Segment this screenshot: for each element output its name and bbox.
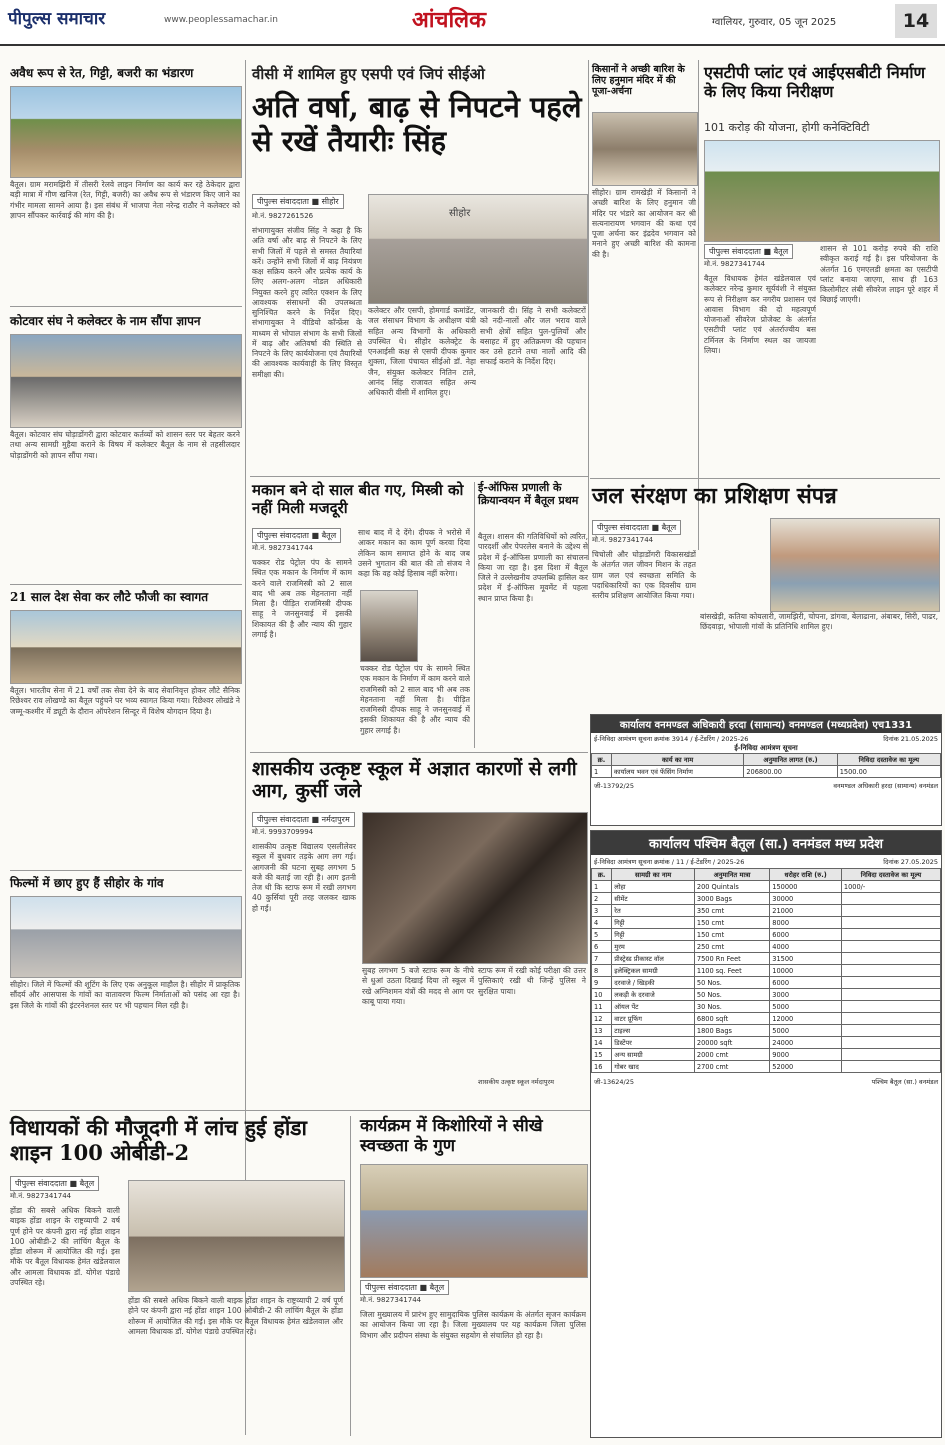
farmers-headline: किसानों ने अच्छी बारिश के लिए हनुमान मंदिर में की पूजा-अर्चना	[592, 64, 685, 98]
table-cell	[841, 1061, 940, 1073]
byline: पीपुल्स संवाददाता ■ बैतूल	[252, 528, 341, 543]
column-divider	[474, 482, 475, 748]
table-cell: 14	[592, 1037, 612, 1049]
table-cell	[841, 1049, 940, 1061]
table-cell: 1	[592, 881, 612, 893]
story-headline: फिल्मों में छाए हुए हैं सीहोर के गांव	[10, 876, 164, 890]
notice-table	[591, 868, 941, 1073]
byline: पीपुल्स संवाददाता ■ नर्मदापुरम	[252, 812, 355, 827]
table-cell	[841, 905, 940, 917]
photo-caption: सीहोर	[449, 208, 471, 219]
table-cell	[841, 1037, 940, 1049]
table-cell: 200 Quintals	[694, 881, 769, 893]
table-cell: इलेक्ट्रिकल सामग्री	[612, 965, 695, 977]
divider	[10, 870, 242, 871]
table-cell: 350 cmt	[694, 905, 769, 917]
divider	[250, 476, 588, 477]
tender-notice-harda	[590, 714, 942, 826]
table-row	[592, 989, 941, 1001]
notice-date: दिनांक 27.05.2025	[883, 858, 938, 866]
table-cell: 13	[592, 1025, 612, 1037]
divider	[590, 478, 940, 479]
table-cell	[841, 1013, 940, 1025]
reporter-phone: मो.नं. 9993709994	[252, 828, 314, 836]
story-body: शासन से 101 करोड़ रुपये की राशि स्वीकृत कराई गई है। इस परियोजना के अंतर्गत 16 एमएलडी क्षमता का एसटीपी प्लांट बनाया जाएगा, साथ ही 163 किलोमीटर लंबी सीवरेज लाइन पूरे शहर में बिछाई जाएगी।	[820, 244, 938, 305]
table-cell	[841, 893, 940, 905]
table-cell: 3	[592, 905, 612, 917]
page-number: 14	[895, 4, 937, 38]
table-cell: गिट्टी	[612, 917, 695, 929]
table-cell: 6000	[770, 929, 842, 941]
burnt-chairs-photo	[362, 812, 588, 964]
story-body: जानकारी दी। सिंह ने सभी कलेक्टरों को नदी-नालों और जल भराव वाले सभी क्षेत्रों सहित पुल-पुलियों और बसाहट में हुए अतिक्रमण की पहचान कर उसे हटाने तथा नालों आदि की सफाई कराने के निर्देश दिए।	[480, 306, 586, 367]
table-cell: 8	[592, 965, 612, 977]
girls-headline: कार्यक्रम में किशोरियों ने सीखे स्वच्छता के गुण	[360, 1116, 543, 1157]
reporter-phone: मो.नं. 9827341744	[252, 544, 314, 552]
reporter-phone: मो.नं. 9827341744	[704, 260, 766, 268]
story-body: बैतूल। कोटवार संघ घोड़ाडोंगरी द्वारा कोटवार कर्तव्यों को शासन स्तर पर बेहतर करने तथा अन्य सामग्री मुहैया कराने के विषय में कलेक्टर बैतूल के नाम से तहसीलदार घोड़ाडोंगरी को ज्ञापन सौंपा गया।	[10, 430, 240, 460]
reporter-phone: मो.नं. 9827341744	[360, 1296, 422, 1304]
table-header-cell: निविदा दस्तावेज का मूल्य	[837, 754, 940, 766]
notice-code: जी-13792/25	[594, 782, 634, 790]
table-row	[592, 1013, 941, 1025]
table-cell: 5000	[770, 1001, 842, 1013]
table-row	[592, 766, 941, 778]
table-cell	[841, 1025, 940, 1037]
table-cell: 24000	[770, 1037, 842, 1049]
story-body: बैतूल। ग्राम मरामझिरी में तीसरी रेलवे लाइन निर्माण का कार्य कर रहे ठेकेदार द्वारा बड़ी मात्रा में गौण खनिज (रेत, गिट्टी, बजरी) का अवैध रूप से भंडारण किए जाने का गंभीर मामला सामने आया है। इस संबंध में भाजपा नेता नरेन्द्र राठौर ने कलेक्टर को ज्ञापन सौंपकर कार्रवाई की मांग की है।	[10, 180, 240, 220]
table-cell: 7500 Rn Feet	[694, 953, 769, 965]
date-line: ग्वालियर, गुरुवार, 05 जून 2025	[712, 17, 837, 28]
story-body: बैतूल विधायक हेमंत खंडेलवाल एवं कलेक्टर नरेन्द्र कुमार सूर्यवंशी ने संयुक्त रूप से निरीक्षण कर नगरीय प्रशासन एवं आवास विभाग की दो महत्वपूर्ण योजनाओं सीवरेज प्रोजेक्ट के अंतर्गत एसटीपी प्लांट एवं अंतर्राज्यीय बस टर्मिनल के निर्माण स्थल का जायजा लिया।	[704, 274, 816, 355]
story-body: जिला मुख्यालय में प्रारंभ हुए सामुदायिक पुलिस कार्यक्रम के अंतर्गत सृजन कार्यक्रम का आयोजन किया जा रहा है। जिला मुख्यालय पर यह कार्यक्रम जिला पुलिस विभाग और प्रदीपन संस्था के संयुक्त सहयोग से संचालित हो रहा है।	[360, 1310, 586, 1340]
table-row	[592, 1037, 941, 1049]
notice-footer: पश्चिम बैतूल (सा.) वनमंडल	[871, 1078, 938, 1086]
story-body: साथ बाद में दे देंगे। दीपक ने भरोसे में आकर मकान का काम पूर्ण करवा दिया लेकिन काम समाप्त होने के बाद जब उसने भुगतान की बात की तो संजय ने कहा कि वह कोई हिसाब नहीं करेगा।	[358, 528, 470, 578]
photo-caption: स्टाफ रूम में रखी कोई परीक्षा की उत्तर पुस्तिकाएं रखी थी जिन्हें पुलिस ने सुरक्षित पाया।	[478, 966, 586, 996]
soldier-welcome-photo	[10, 610, 242, 684]
story-body: चिचोली और घोड़ाडोंगरी विकासखंडों के अंतर्गत जल जीवन मिशन के तहत ग्राम जल एवं स्वच्छता समिति के पदाधिकारियों का एक दिवसीय ग्राम स्तरीय प्रशिक्षण आयोजित किया गया।	[592, 550, 696, 600]
table-cell: 50 Nos.	[694, 989, 769, 1001]
byline: पीपुल्स संवाददाता ■ बैतूल	[10, 1176, 99, 1191]
reporter-phone: मो.नं. 9827341744	[10, 1192, 72, 1200]
table-cell: 4	[592, 917, 612, 929]
reporter-phone: मो.नं. 9827261526	[252, 212, 314, 220]
table-cell: 21000	[770, 905, 842, 917]
table-row	[592, 977, 941, 989]
table-row	[592, 941, 941, 953]
table-cell: 1	[592, 766, 612, 778]
website-url[interactable]: www.peoplessamachar.in	[164, 15, 278, 25]
railway-station-photo	[10, 896, 242, 978]
divider	[10, 1110, 590, 1111]
table-row	[592, 905, 941, 917]
story-headline: अवैध रूप से रेत, गिट्टी, बजरी का भंडारण	[10, 66, 194, 80]
story-body: चक्कर रोड पेट्रोल पंप के सामने स्थित एक मकान के निर्माण में काम करने वाले राजमिस्त्री को 2 साल बाद भी अब तक मेहनताना नहीं मिला है। पीड़ित राजमिस्त्री दीपक साहू ने जनसुनवाई में इसकी शिकायत की है और न्याय की गुहार लगाई है।	[360, 664, 470, 735]
stp-headline: एसटीपी प्लांट एवं आईएसबीटी निर्माण के लिए किया निरीक्षण	[704, 63, 926, 101]
table-cell: 30000	[770, 893, 842, 905]
kotwar-memo-photo	[10, 334, 242, 428]
table-cell: 31500	[770, 953, 842, 965]
table-cell	[841, 965, 940, 977]
mason-portrait-photo	[360, 590, 418, 662]
table-cell: 1000/-	[841, 881, 940, 893]
table-cell	[841, 941, 940, 953]
table-cell: 6	[592, 941, 612, 953]
table-cell: कार्यालय भवन एवं फेंसिंग निर्माण	[611, 766, 744, 778]
table-cell: 3000 Bags	[694, 893, 769, 905]
mason-headline: मकान बने दो साल बीत गए, मिस्त्री को नहीं मिली मजदूरी	[252, 481, 464, 517]
byline: पीपुल्स संवाददाता ■ बैतूल	[704, 244, 793, 259]
story-body: बैतूल। शासन की गतिविधियों को त्वरित, पारदर्शी और पेपरलेस बनाने के उद्देश्य से प्रदेश में ई-ऑफिस प्रणाली का संचालन किया जा रहा है। इस दिशा में बैतूल जिले ने उल्लेखनीय उपलब्धि हासिल कर प्रदेश में ई-ऑफिस मूवमेंट में पहला स्थान प्राप्त किया है।	[478, 532, 588, 603]
stp-subhead: 101 करोड़ की योजना, होगी कनेक्टिविटी	[704, 121, 870, 134]
table-header-cell: क्र.	[592, 869, 612, 881]
table-cell: 1500.00	[837, 766, 940, 778]
reporter-phone: मो.नं. 9827341744	[592, 536, 654, 544]
table-cell: गोबर खाद	[612, 1061, 695, 1073]
story-body: होंडा की सबसे अधिक बिकने वाली बाइक होंडा शाइन के राष्ट्रव्यापी 2 वर्ष पूर्ण होने पर कंपनी द्वारा नई होंडा शाइन 100 ओबीडी-2 की लांचिंग बैतूल के होंडा शोरूम में आयोजित की गई। इस मौके पर बैतूल विधायक हेमंत खंडेलवाल और आमला विधायक डॉ. योगेश पंडाग्रे उपस्थित रहे।	[128, 1296, 343, 1336]
story-body: सीहोर। ग्राम रामखेड़ी में किसानों ने अच्छी बारिश के लिए हनुमान जी मंदिर पर भंडारे का आयोजन कर श्री सत्यनारायण भगवान की कथा एवं पूजा अर्चना कर इंद्रदेव भगवान को मनाने हुए अच्छी बारिश की कामना की है।	[592, 188, 696, 259]
table-row	[592, 929, 941, 941]
table-header-cell: धरोहर राशि (रु.)	[770, 869, 842, 881]
table-cell: 11	[592, 1001, 612, 1013]
table-cell: 6000	[770, 977, 842, 989]
table-cell: 16	[592, 1061, 612, 1073]
table-cell: प्रीस्ट्रेस्ड प्रीकास्ट वॉल	[612, 953, 695, 965]
notice-code: जी-13624/25	[594, 1078, 634, 1086]
column-divider	[588, 60, 589, 560]
story-headline: 21 साल देश सेवा कर लौटे फौजी का स्वागत	[10, 590, 209, 604]
table-cell: गिट्टी	[612, 929, 695, 941]
table-cell: 10000	[770, 965, 842, 977]
notice-subtitle: ई-निविदा आमंत्रण सूचना क्रमांक / 11 / ई-टेंडरिंग / 2025-26	[594, 858, 745, 866]
site-inspection-photo	[704, 140, 940, 242]
story-body: बांसखेड़ी, कतिया कोयलारी, जामझिरी, चोपना, डांगवा, बेलाढाना, अंबाबर, सिरी, पाढर, छिंदवाड़ा, भोपाली गांवों के प्रतिनिधि शामिल हुए।	[700, 612, 938, 632]
table-cell: 5000	[770, 1025, 842, 1037]
notice-subtitle: ई-निविदा आमंत्रण सूचना क्रमांक 3914 / ई-टेंडरिंग / 2025-26	[594, 735, 749, 743]
notice-heading: ई-निविदा आमंत्रण सूचना	[734, 744, 798, 752]
table-cell: 150000	[770, 881, 842, 893]
byline: पीपुल्स संवाददाता ■ बैतूल	[360, 1280, 449, 1295]
story-body: सुबह लगभग 5 बजे स्टाफ रूम के नीचे से धुआं उठता दिखाई दिया तो स्कूल में रखे अग्निशमन यंत्रों की मदद से आग पर काबू पाया गया।	[362, 966, 474, 1006]
eoffice-headline: ई-ऑफिस प्रणाली के क्रियान्वयन में बैतूल प्रथम	[478, 481, 579, 507]
honda-headline: विधायकों की मौजूदगी में लांच हुई होंडा शाइन 100 ओबीडी-2	[10, 1115, 307, 1165]
notice-table	[591, 753, 941, 778]
table-cell: 1800 Bags	[694, 1025, 769, 1037]
tender-notice-betul	[590, 830, 942, 1438]
table-row	[592, 1025, 941, 1037]
table-row	[592, 1061, 941, 1073]
temple-puja-photo	[592, 112, 698, 186]
notice-ref: एच1331	[872, 720, 913, 731]
story-headline: कोटवार संघ ने कलेक्टर के नाम सौंपा ज्ञापन	[10, 314, 201, 328]
table-cell	[841, 989, 940, 1001]
table-cell	[841, 953, 940, 965]
table-cell	[841, 917, 940, 929]
table-cell: 150 cmt	[694, 929, 769, 941]
bike-launch-photo	[128, 1180, 345, 1292]
table-cell: 5	[592, 929, 612, 941]
table-row	[592, 1049, 941, 1061]
main-headline: अति वर्षा, बाढ़ से निपटने पहले से रखें तैयारीः सिंह	[252, 90, 582, 159]
table-cell: 10	[592, 989, 612, 1001]
story-body: सीहोर। जिले में फिल्मों की शूटिंग के लिए एक अनुकूल माहौल है। सीहोर में प्राकृतिक सौंदर्य और आसपास के गांवों का वातावरण फिल्म निर्माताओं को पसंद आ रहा है। इस जिले के गांवों की इंटरनेशनल स्तर पर भी पहचान मिल रही है।	[10, 980, 240, 1010]
table-cell: 20000 sqft	[694, 1037, 769, 1049]
table-cell: 1100 sq. Feet	[694, 965, 769, 977]
notice-footer: वनमण्डल अधिकारी हरदा (सामान्य) वनमंडल	[833, 782, 938, 790]
story-body: कलेक्टर और एसपी, होमगार्ड कमांडेंट, जल संसाधन विभाग के अधीक्षण यंत्री सहित अन्य विभागों के अधिकारी उपस्थित थे। सीहोर कलेक्ट्रेट के एनआईसी कक्ष से एसपी दीपक कुमार शुक्ला, जिला पंचायत सीईओ डॉ. नेहा जैन, संयुक्त कलेक्टर नितिन टाले, आनंद सिंह राजावत सहित अन्य अधिकारी वीसी में शामिल हुए।	[368, 306, 476, 397]
table-cell: टाइल्स	[612, 1025, 695, 1037]
table-row	[592, 917, 941, 929]
training-group-photo	[770, 518, 940, 612]
table-cell: सीमेंट	[612, 893, 695, 905]
column-divider	[350, 1116, 351, 1436]
hygiene-program-photo	[360, 1164, 588, 1278]
table-cell: 50 Nos.	[694, 977, 769, 989]
table-header-cell: सामग्री का नाम	[612, 869, 695, 881]
table-cell: 2	[592, 893, 612, 905]
table-cell: दरवाजे / खिड़की	[612, 977, 695, 989]
table-cell: ऑयल पेंट	[612, 1001, 695, 1013]
table-header-cell: अनुमानित मात्रा	[694, 869, 769, 881]
story-body: शासकीय उत्कृष्ट विद्यालय एसलीलेवर स्कूल में बुधवार तड़के आग लग गई। आगजनी की घटना सुबह लगभग 5 बजे की बताई जा रही है। आग इतनी तेज थी कि स्टाफ रूम में रखी लगभग 40 कुर्सियां पूरी तरह जलकर खाक हो गईं।	[252, 842, 356, 913]
table-cell	[841, 977, 940, 989]
table-cell: लोहा	[612, 881, 695, 893]
table-cell: 7	[592, 953, 612, 965]
story-body: होंडा की सबसे अधिक बिकने वाली बाइक होंडा शाइन के राष्ट्रव्यापी 2 वर्ष पूर्ण होने पर कंपनी द्वारा नई होंडा शाइन 100 ओबीडी-2 की लांचिंग बैतूल के होंडा शोरूम में आयोजित की गई। इस मौके पर बैतूल विधायक हेमंत खंडेलवाल और आमला विधायक डॉ. योगेश पंडाग्रे उपस्थित रहे।	[10, 1206, 120, 1287]
notice-date: दिनांक 21.05.2025	[883, 735, 938, 743]
table-cell: 206800.00	[744, 766, 837, 778]
table-row	[592, 881, 941, 893]
masthead	[0, 0, 945, 46]
table-cell: 150 cmt	[694, 917, 769, 929]
table-cell: 30 Nos.	[694, 1001, 769, 1013]
notice-title: कार्यालय पश्चिम बैतूल (सा.) वनमंडल मध्य प्रदेश	[591, 831, 941, 855]
table-header-cell: कार्य का नाम	[611, 754, 744, 766]
table-cell: 250 cmt	[694, 941, 769, 953]
table-cell: 2700 cmt	[694, 1061, 769, 1073]
school-fire-headline: शासकीय उत्कृष्ट स्कूल में अज्ञात कारणों से लगी आग, कुर्सी जले	[252, 758, 577, 803]
table-header-cell: अनुमानित लागत (रु.)	[744, 754, 837, 766]
table-header-cell: निविदा दस्तावेज का मूल्य	[841, 869, 940, 881]
table-row	[592, 1001, 941, 1013]
table-cell: 6800 sqft	[694, 1013, 769, 1025]
table-cell: 12000	[770, 1013, 842, 1025]
video-conference-photo	[368, 194, 588, 304]
table-cell: लकड़ी के दरवाजे	[612, 989, 695, 1001]
table-cell: 9	[592, 977, 612, 989]
table-cell: 3000	[770, 989, 842, 1001]
byline: पीपुल्स संवाददाता ■ सीहोर	[252, 194, 344, 209]
table-cell	[841, 929, 940, 941]
story-body: संभागायुक्त संजीव सिंह ने कहा है कि अति वर्षा और बाढ़ से निपटने के लिए सभी जिलों में पहले से समस्त तैयारियां करें। उन्होंने सभी जिलों में बाढ़ नियंत्रण कक्ष सक्रिय करने और प्रत्येक कार्य के लिए अलग-अलग नोडल अधिकारी नियुक्त करने हुए त्वरित एक्शन के लिए आवश्यक संसाधनों की उपलब्धता सुनिश्चित करने के निर्देश दिए। संभागायुक्त ने वीडियो कॉन्फ्रेंस के माध्यम से भोपाल संभाग के सभी जिलों में बाढ़ और अतिवर्षा की स्थिति से निपटने के लिए कार्ययोजना एवं तैयारियों की आवश्यक कार्यवाही के लिए विस्तृत समीक्षा की।	[252, 226, 362, 379]
table-row	[592, 953, 941, 965]
table-cell: 52000	[770, 1061, 842, 1073]
column-divider	[698, 60, 699, 550]
newspaper-logo: पीपुल्स समाचार	[8, 9, 106, 29]
water-headline: जल संरक्षण का प्रशिक्षण संपन्न	[592, 483, 837, 509]
table-cell: वाटर प्रूफिंग	[612, 1013, 695, 1025]
table-cell: 15	[592, 1049, 612, 1061]
section-title: आंचलिक	[412, 7, 486, 33]
notice-title: कार्यालय वनमण्डल अधिकारी हरदा (सामान्य) वनमण्डल (मध्यप्रदेश)	[619, 720, 869, 731]
table-cell: डिस्टेंपर	[612, 1037, 695, 1049]
table-cell: मुरम	[612, 941, 695, 953]
table-header-cell: क्र.	[592, 754, 612, 766]
table-cell: रेत	[612, 905, 695, 917]
table-cell: 4000	[770, 941, 842, 953]
table-cell: 9000	[770, 1049, 842, 1061]
caption-author: शासकीय उत्कृष्ट स्कूल नर्मदापुरम	[478, 1078, 555, 1086]
byline: पीपुल्स संवाददाता ■ बैतूल	[592, 520, 681, 535]
story-body: चक्कर रोड पेट्रोल पंप के सामने स्थित एक मकान के निर्माण में काम करने वाले राजमिस्त्री को 2 साल बाद भी अब तक मेहनताना नहीं मिला है। पीड़ित राजमिस्त्री दीपक साहू ने जनसुनवाई में इसकी शिकायत की है और न्याय की गुहार लगाई है।	[252, 558, 352, 639]
story-kicker: वीसी में शामिल हुए एसपी एवं जिपं सीईओ	[252, 65, 485, 83]
table-cell	[841, 1001, 940, 1013]
table-cell: 2000 cmt	[694, 1049, 769, 1061]
divider	[10, 584, 242, 585]
divider	[250, 752, 588, 753]
story-body: बैतूल। भारतीय सेना में 21 वर्षों तक सेवा देने के बाद सेवानिवृत्त होकर लौटे सैनिक रिछेश्वर राव लोखण्डे का बैतूल पहुंचने पर भव्य स्वागत किया गया। रिछेश्वर लोखंडे ने जम्मू-कश्मीर में ड्यूटी के दौरान ऑपरेशन सिन्दूर में विशेष योगदान दिया है।	[10, 686, 240, 716]
table-cell: 8000	[770, 917, 842, 929]
divider	[10, 306, 242, 307]
sand-storage-photo	[10, 86, 242, 178]
table-cell: 12	[592, 1013, 612, 1025]
table-row	[592, 965, 941, 977]
table-cell: अन्य सामग्री	[612, 1049, 695, 1061]
table-row	[592, 893, 941, 905]
